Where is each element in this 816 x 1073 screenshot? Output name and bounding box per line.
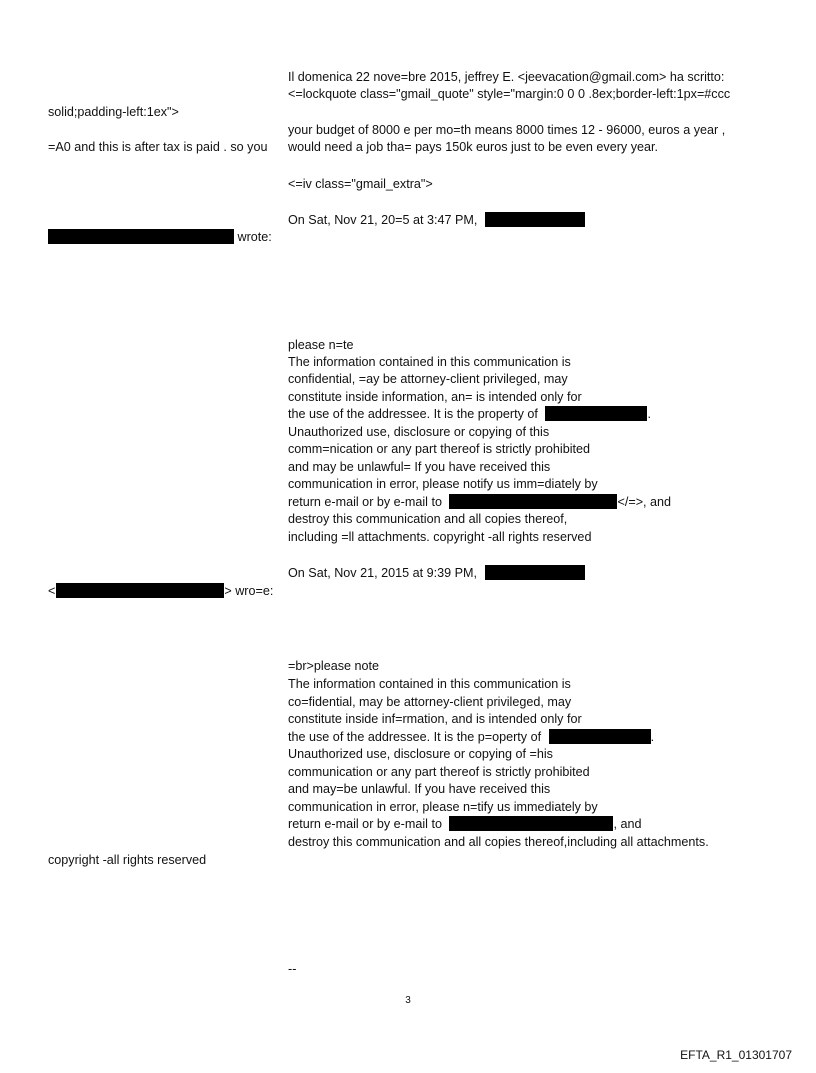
period: . xyxy=(650,730,655,744)
budget-line-1: your budget of 8000 e per mo=th means 8000 times 12 - 96000, euros a year , xyxy=(288,123,726,137)
disclaimer-2-line xyxy=(288,729,654,745)
redaction-block xyxy=(449,816,613,831)
email-header-line: Il domenica 22 nove=bre 2015, jeffrey E. <jeevacation@gmail.com> ha scritto: xyxy=(288,70,725,84)
signature-dashes: -- xyxy=(288,962,297,976)
budget-line-2a: =A0 and this is after tax is paid . so you xyxy=(48,140,268,154)
disclaimer-2-text: return e-mail or by e-mail to xyxy=(288,817,442,831)
quote-attribution-1 xyxy=(288,212,585,228)
disclaimer-1-line: destroy this communication and all copies thereof, xyxy=(288,512,568,526)
redaction-block xyxy=(485,565,585,580)
disclaimer-2-line: and may=be unlawful. If you have received this xyxy=(288,782,551,796)
redaction-block xyxy=(48,229,234,244)
page-number: 3 xyxy=(405,995,411,1006)
redaction-block xyxy=(545,406,647,421)
disclaimer-2-line: The information contained in this communication is xyxy=(288,677,571,691)
disclaimer-1-line: Unauthorized use, disclosure or copying of this xyxy=(288,425,550,439)
disclaimer-1-line: please n=te xyxy=(288,338,354,352)
disclaimer-2-line: constitute inside inf=rmation, and is intended only for xyxy=(288,712,582,726)
quote-attribution-2-text: On Sat, Nov 21, 2015 at 9:39 PM, xyxy=(288,566,478,580)
disclaimer-1-line: including =ll attachments. copyright -all rights reserved xyxy=(288,530,592,544)
disclaimer-1-line: constitute inside information, an= is intended only for xyxy=(288,390,582,404)
disclaimer-2-line xyxy=(288,816,642,832)
quote-attribution-1-text: On Sat, Nov 21, 20=5 at 3:47 PM, xyxy=(288,213,478,227)
disclaimer-2-line: Unauthorized use, disclosure or copying of =his xyxy=(288,747,553,761)
redaction-block xyxy=(549,729,651,744)
email-tail: </=>, and xyxy=(617,495,672,509)
disclaimer-1-line xyxy=(288,494,671,510)
copyright-line: copyright -all rights reserved xyxy=(48,853,207,867)
period: . xyxy=(647,407,651,421)
disclaimer-1-line: and may be unlawful= If you have received this xyxy=(288,460,551,474)
disclaimer-1-line: The information contained in this communication is xyxy=(288,355,571,369)
disclaimer-1-line xyxy=(288,406,651,422)
budget-line-2b: would need a job tha= pays 150k euros just to be even every year. xyxy=(288,140,659,154)
gmail-extra-line: <=iv class="gmail_extra"> xyxy=(288,177,433,191)
quote-attribution-1-wrote xyxy=(48,229,272,245)
wrote-label: wrote: xyxy=(237,230,272,244)
wrote-label: > wro=e: xyxy=(224,584,274,598)
blockquote-line-1: <=lockquote class="gmail_quote" style="margin:0 0 0 .8ex;border-left:1px=#ccc xyxy=(288,87,731,101)
disclaimer-1-line: confidential, =ay be attorney-client privileged, may xyxy=(288,372,568,386)
disclaimer-1-line: comm=nication or any part thereof is strictly prohibited xyxy=(288,442,591,456)
disclaimer-1-text: the use of the addressee. It is the property of xyxy=(288,407,538,421)
disclaimer-1-line: communication in error, please notify us imm=diately by xyxy=(288,477,598,491)
quote-attribution-2-wrote xyxy=(48,583,273,599)
document-id: EFTA_R1_01301707 xyxy=(680,1048,792,1062)
disclaimer-2-line: destroy this communication and all copies thereof,including all attachments. xyxy=(288,835,709,849)
redaction-block xyxy=(485,212,585,227)
disclaimer-2-line: communication or any part thereof is strictly prohibited xyxy=(288,765,590,779)
quote-attribution-2 xyxy=(288,565,585,581)
disclaimer-2-line: co=fidential, may be attorney-client privileged, may xyxy=(288,695,572,709)
disclaimer-2-line: =br>please note xyxy=(288,659,380,673)
disclaimer-2-line: communication in error, please n=tify us immediately by xyxy=(288,800,598,814)
disclaimer-2-text: the use of the addressee. It is the p=operty of xyxy=(288,730,542,744)
disclaimer-1-text: return e-mail or by e-mail to xyxy=(288,495,442,509)
redaction-block xyxy=(449,494,617,509)
lt-symbol: < xyxy=(48,584,56,598)
redaction-block xyxy=(56,583,224,598)
email-tail: , and xyxy=(613,817,642,831)
blockquote-line-2: solid;padding-left:1ex"> xyxy=(48,105,179,119)
